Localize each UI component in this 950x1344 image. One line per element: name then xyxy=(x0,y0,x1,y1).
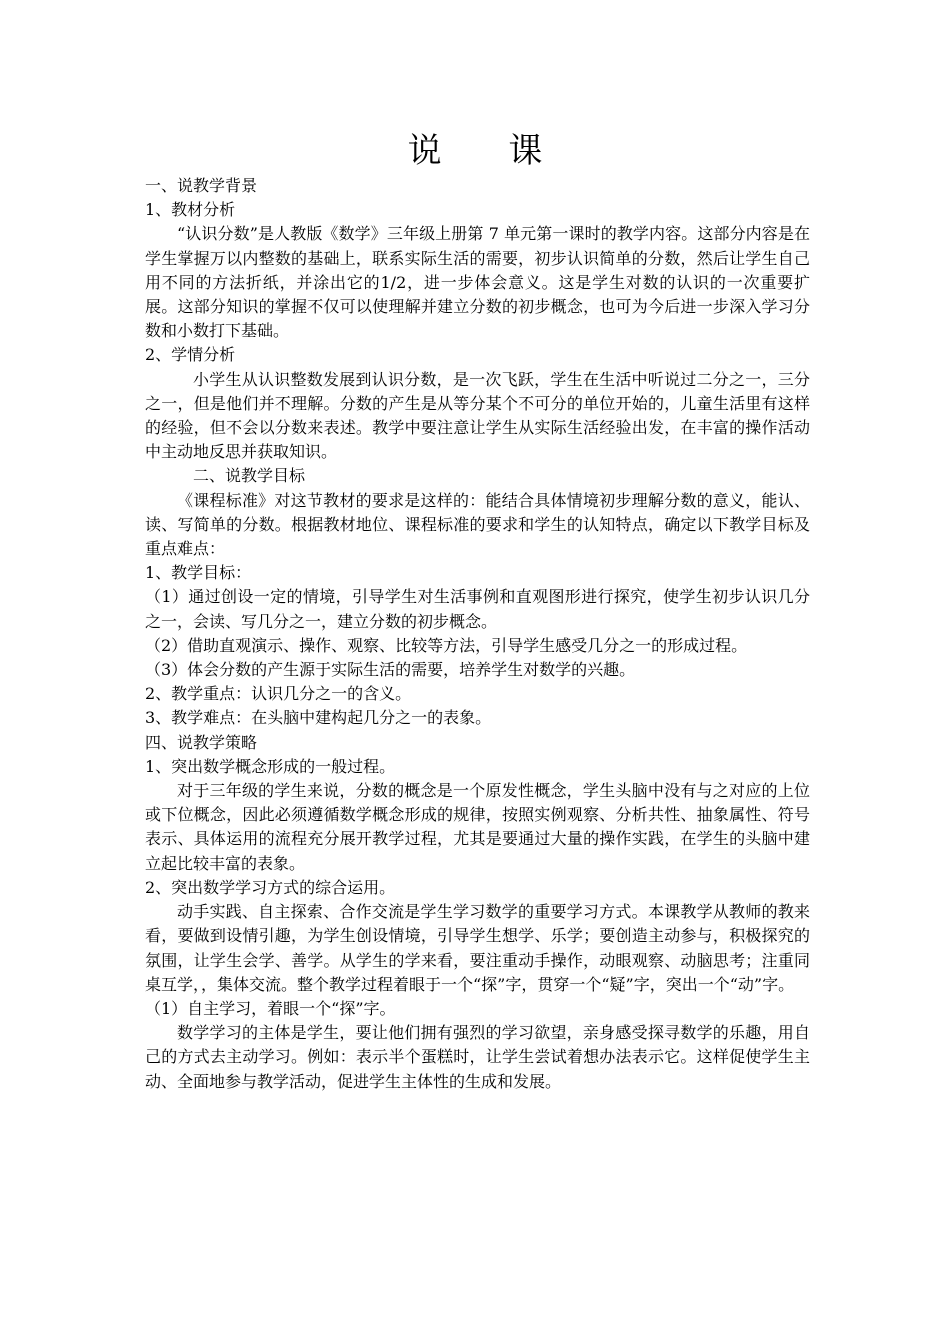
list-item: （1）自主学习，着眼一个“探”字。 xyxy=(145,998,396,1018)
subsection-heading: 1、教学目标： xyxy=(145,563,252,583)
section-heading: 一、说教学背景 xyxy=(145,176,258,195)
list-item: （3）体会分数的产生源于实际生活的需要，培养学生对数学的兴趣。 xyxy=(145,660,636,680)
section-heading: 二、说教学目标 xyxy=(193,466,306,486)
paragraph: “认识分数”是人教版《数学》三年级上册第 7 单元第一课时的教学内容。这部分内容是在学生掌握万以内整数的基础上，联系实际生活的需要，初步认识简单的分数，然后让学生自己用不同的方法折纸，并涂出它的1/2，进一步体会意义。这是学生对数的认识的一次重要扩展。这部分知识的掌握不仅可以使理解并建立分数的初步概念，也可为今后进一步深入学习分数和小数打下基础。 xyxy=(145,224,810,341)
paragraph: 动手实践、自主探索、合作交流是学生学习数学的重要学习方式。本课教学从教师的教来看，要做到设情引趣，为学生创设情境，引导学生想学、乐学；要创造主动参与，积极探究的氛围，让学生会学、善学。从学生的学来看，要注重动手操作，动眼观察、动脑思考；注重同桌互学，，集体交流。整个教学过程着眼于一个“探”字，贯穿一个“疑”字，突出一个“动”字。 xyxy=(145,902,810,994)
subsection-heading: 2、学情分析 xyxy=(145,345,236,365)
paragraph: 小学生从认识整数发展到认识分数，是一次飞跃，学生在生活中听说过二分之一，三分之一，但是他们并不理解。分数的产生是从等分某个不可分的单位开始的，儿童生活里有这样的经验，但不会以分数来表述。教学中要注意让学生从实际生活经验出发，在丰富的操作活动中主动地反思并获取知识。 xyxy=(145,369,810,462)
subsection-heading: 1、教材分析 xyxy=(145,200,236,220)
page-title: 说 课 xyxy=(407,131,571,171)
paragraph: 《课程标准》对这节教材的要求是这样的：能结合具体情境初步理解分数的意义，能认、读、写简单的分数。根据教材地位、课程标准的要求和学生的认知特点，确定以下教学目标及重点难点： xyxy=(145,490,810,559)
section-heading: 四、说教学策略 xyxy=(145,732,258,752)
list-item: （2）借助直观演示、操作、观察、比较等方法，引导学生感受几分之一的形成过程。 xyxy=(145,635,748,655)
paragraph: 对于三年级的学生来说，分数的概念是一个原发性概念，学生头脑中没有与之对应的上位或下位概念，因此必须遵循数学概念形成的规律，按照实例观察、分析共性、抽象属性、符号表示、具体运用的流程充分展开教学过程，尤其是要通过大量的操作实践，在学生的头脑中建立起比较丰富的表象。 xyxy=(145,781,810,873)
subsection-heading: 3、教学难点：在头脑中建构起几分之一的表象。 xyxy=(145,708,492,728)
paragraph: 数学学习的主体是学生，要让他们拥有强烈的学习欲望，亲身感受探寻数学的乐趣，用自己的方式去主动学习。例如：表示半个蛋糕时，让学生尝试着想办法表示它。这样促使学生主动、全面地参与教学活动，促进学生主体性的生成和发展。 xyxy=(145,1023,810,1091)
subsection-heading: 2、突出数学学习方式的综合运用。 xyxy=(145,877,396,897)
list-item: （1）通过创设一定的情境，引导学生对生活事例和直观图形进行探究，使学生初步认识几分之一，会读、写几分之一，建立分数的初步概念。 xyxy=(145,587,810,631)
subsection-heading: 2、教学重点：认识几分之一的含义。 xyxy=(145,684,412,704)
subsection-heading: 1、突出数学概念形成的一般过程。 xyxy=(145,756,396,776)
document-body xyxy=(145,174,810,1094)
